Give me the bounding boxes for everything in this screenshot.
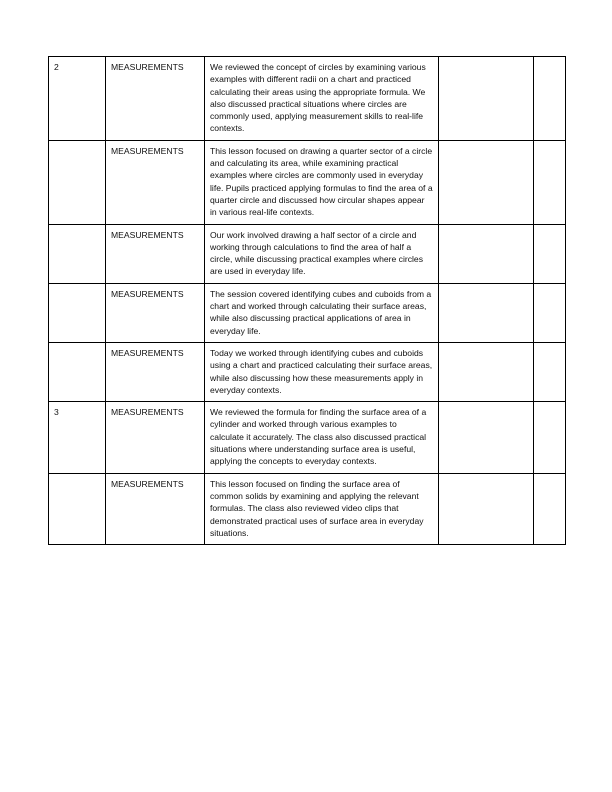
blank-cell [534,283,566,342]
blank-cell [534,342,566,401]
lesson-description-cell: We reviewed the concept of circles by examining various examples with different radii on a chart and practiced calculating their areas using the appropriate formula. We also discussed practical situations where circles are commonly used, applying measurement skills to real-life contexts. [205,57,439,141]
week-cell: 3 [49,402,106,473]
blank-cell [439,342,534,401]
lesson-description-cell: This lesson focused on finding the surface area of common solids by examining and applying the relevant formulas. The class also reviewed video clips that demonstrated practical uses of surface area in everyday situations. [205,473,439,544]
strand-cell: MEASUREMENTS [106,283,205,342]
lesson-log-body [49,57,566,545]
week-cell [49,283,106,342]
blank-cell [534,224,566,283]
strand-cell: MEASUREMENTS [106,402,205,473]
lesson-log-table [48,56,566,545]
blank-cell [439,283,534,342]
table-row [49,283,566,342]
blank-cell [439,57,534,141]
week-cell [49,224,106,283]
blank-cell [439,402,534,473]
strand-cell: MEASUREMENTS [106,473,205,544]
table-row [49,473,566,544]
blank-cell [439,140,534,224]
strand-cell: MEASUREMENTS [106,224,205,283]
blank-cell [439,224,534,283]
lesson-description-cell: The session covered identifying cubes and cuboids from a chart and worked through calculating their surface areas, while also discussing practical applications of area in everyday life. [205,283,439,342]
table-row [49,402,566,473]
blank-cell [439,473,534,544]
blank-cell [534,402,566,473]
lesson-description-cell: Our work involved drawing a half sector of a circle and working through calculations to find the area of half a circle, while discussing practical examples where circles are used in everyday life. [205,224,439,283]
table-row [49,224,566,283]
blank-cell [534,140,566,224]
table-row [49,140,566,224]
week-cell [49,140,106,224]
week-cell: 2 [49,57,106,141]
lesson-description-cell: Today we worked through identifying cubes and cuboids using a chart and practiced calculating their surface areas, while also discussing how these measurements apply in everyday contexts. [205,342,439,401]
strand-cell: MEASUREMENTS [106,140,205,224]
lesson-description-cell: This lesson focused on drawing a quarter sector of a circle and calculating its area, while examining practical examples where circles are commonly used in everyday life. Pupils practiced applying formulas to find the area of a quarter circle and discussed how circular shapes appear in various real-life contexts. [205,140,439,224]
strand-cell: MEASUREMENTS [106,342,205,401]
blank-cell [534,473,566,544]
week-cell [49,473,106,544]
table-row [49,342,566,401]
blank-cell [534,57,566,141]
table-row [49,57,566,141]
strand-cell: MEASUREMENTS [106,57,205,141]
lesson-description-cell: We reviewed the formula for finding the surface area of a cylinder and worked through various examples to calculate it accurately. The class also discussed practical situations where understanding surface area is useful, applying the concepts to everyday contexts. [205,402,439,473]
week-cell [49,342,106,401]
